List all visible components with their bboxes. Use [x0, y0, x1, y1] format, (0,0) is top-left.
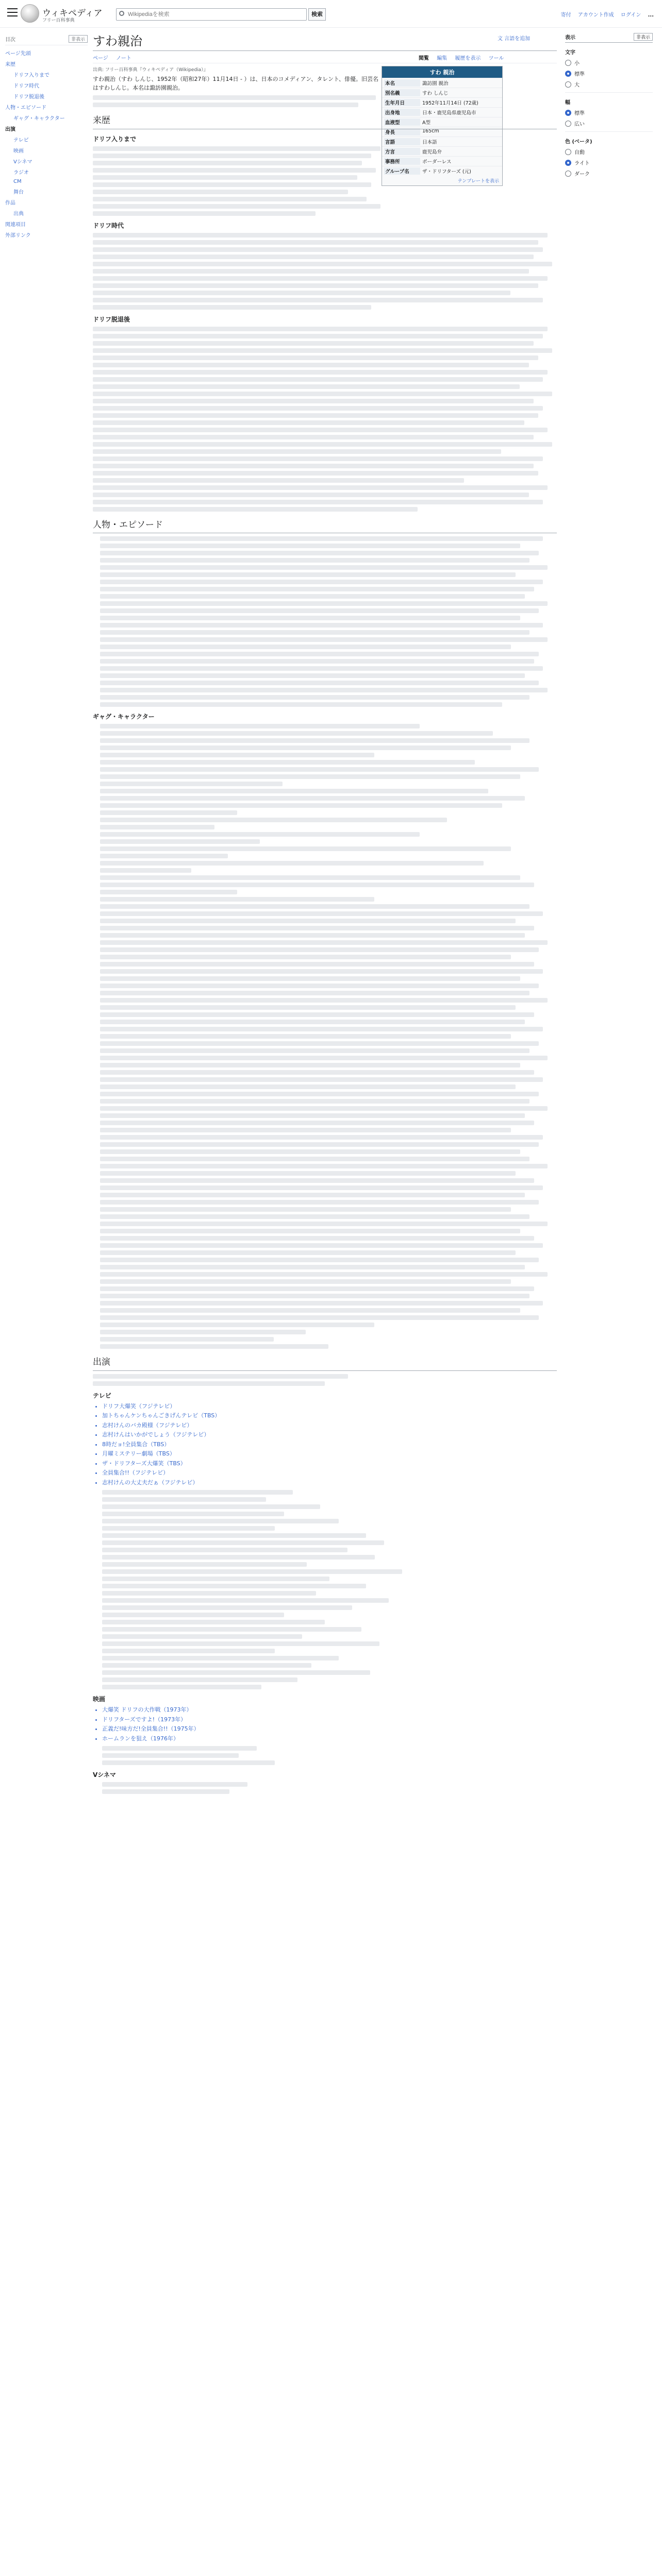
tab-tools[interactable]: ツール [488, 56, 504, 61]
infobox-template-link[interactable]: テンプレートを表示 [457, 179, 499, 184]
list-item[interactable]: • ドリフ大爆笑（フジテレビ） [102, 1402, 557, 1411]
text-options-option[interactable] [565, 70, 653, 77]
user-links [556, 10, 654, 18]
toc-item[interactable]: CM [13, 179, 22, 184]
top-header [0, 0, 662, 28]
tab-page[interactable]: ページ [93, 56, 108, 61]
toc-item[interactable]: ページ先頭 [5, 51, 31, 57]
donate-link[interactable]: 寄付 [560, 12, 571, 18]
text-options-option[interactable] [565, 80, 653, 88]
infobox-key: 身長 [384, 128, 420, 135]
infobox-value: A型 [422, 120, 431, 126]
toc-header [5, 33, 88, 45]
infobox-key: 事務所 [384, 158, 420, 165]
toc-item[interactable]: 出典 [13, 211, 24, 217]
radio-icon[interactable] [565, 81, 571, 88]
search-input[interactable] [116, 8, 307, 21]
tab-history[interactable]: 履歴を表示 [455, 56, 481, 61]
infobox-key: 生年月日 [384, 99, 420, 106]
option-label: ダーク [574, 172, 590, 177]
option-label: 標準 [574, 111, 585, 116]
appearance-panel [565, 33, 653, 180]
title-divider [93, 50, 557, 51]
infobox-value: 日本語 [422, 140, 437, 145]
radio-icon[interactable] [565, 60, 571, 66]
option-label: 小 [574, 61, 580, 66]
list-item[interactable]: • 正義だ!味方だ!全員集合!!（1975年） [102, 1725, 557, 1734]
infobox-title: すわ 親治 [382, 66, 502, 78]
list-item[interactable]: • 志村けんはいかがでしょう（フジテレビ） [102, 1431, 557, 1439]
toc-item[interactable]: ラジオ [13, 170, 29, 176]
create-account-link[interactable]: アカウント作成 [577, 12, 614, 18]
search-button[interactable]: 検索 [308, 8, 326, 21]
infobox-value: 鹿児島弁 [422, 149, 442, 155]
toc-item[interactable]: 出演 [5, 127, 15, 132]
infobox-key: 別名義 [384, 89, 420, 96]
after-text [93, 327, 557, 512]
list-item[interactable]: • 加トちゃんケンちゃんごきげんテレビ（TBS） [102, 1412, 557, 1420]
tv-list [102, 1402, 557, 1487]
section-movies: 映画 [93, 1696, 106, 1703]
color-label: 色 (ベータ) [565, 139, 592, 145]
option-label: ライト [574, 161, 590, 166]
toc-item[interactable]: 外部リンク [5, 233, 31, 239]
wikipedia-logo[interactable] [21, 4, 39, 23]
option-label: 標準 [574, 72, 585, 77]
list-item[interactable]: • 8時だョ!全員集合（TBS） [102, 1440, 557, 1449]
lead-paragraph: すわ親治（すわ しんじ、1952年（昭和27年）11月14日 - ）は、日本のコメディアン、タレント、俳優。旧芸名はすわしんじ。本名は諏訪園親治。 [93, 76, 378, 91]
section-vcinema: Vシネマ [93, 1771, 116, 1778]
width-options-option[interactable] [565, 120, 653, 127]
tab-edit[interactable]: 編集 [437, 56, 448, 61]
tv-list-more [93, 1490, 557, 1689]
radio-icon[interactable] [565, 160, 571, 166]
color-options-option[interactable] [565, 148, 653, 156]
radio-icon[interactable] [565, 149, 571, 155]
toc-item[interactable]: 舞台 [13, 190, 24, 195]
namespace-tabs [93, 54, 138, 61]
page-source: 出典: フリー百科事典『ウィキペディア（Wikipedia）』 [93, 67, 208, 73]
list-item[interactable]: • 月曜ミステリー劇場（TBS） [102, 1450, 557, 1459]
section-gags: ギャグ・キャラクター [93, 713, 155, 720]
infobox-value: 165cm [422, 128, 439, 134]
infobox-key: 言語 [384, 138, 420, 145]
infobox-key: 方言 [384, 148, 420, 155]
section-after: ドリフ脱退後 [93, 315, 130, 323]
section-before: ドリフ入りまで [93, 135, 137, 143]
appearance-title: 表示 [565, 35, 575, 41]
radio-icon[interactable] [565, 71, 571, 77]
text-size-options [565, 59, 653, 88]
main-menu-icon[interactable] [7, 8, 18, 16]
list-item[interactable]: • ドリフターズですよ!（1973年） [102, 1716, 557, 1724]
wordmark[interactable]: ウィキペディア [42, 8, 103, 19]
people-list [93, 536, 557, 707]
drifters-text [93, 233, 557, 310]
gags-list [93, 724, 557, 1349]
option-label: 自動 [574, 150, 585, 156]
toc-item[interactable]: 人物・エピソード [5, 105, 46, 111]
view-tabs [412, 54, 504, 61]
toc-sidebar [5, 33, 88, 240]
toc-item[interactable]: ギャグ・キャラクター [13, 116, 65, 122]
search-icon [119, 11, 124, 16]
toc-item[interactable]: ドリフ脱退後 [13, 94, 44, 100]
radio-icon[interactable] [565, 121, 571, 127]
section-appearances: 出演 [93, 1356, 557, 1371]
appearance-hide-button[interactable]: 非表示 [634, 33, 653, 41]
color-options-option[interactable] [565, 159, 653, 166]
tab-read[interactable]: 閲覧 [419, 56, 429, 61]
section-people: 人物・エピソード [93, 519, 557, 534]
article-content [93, 75, 557, 1797]
toc-list [5, 47, 88, 240]
list-item[interactable]: • 大爆笑 ドリフの大作戦（1973年） [102, 1706, 557, 1715]
vcinema-list [93, 1782, 557, 1794]
toc-hide-button[interactable]: 非表示 [69, 35, 88, 43]
color-options [565, 148, 653, 177]
toc-item[interactable]: 来歴 [5, 62, 15, 67]
toc-title: 目次 [5, 37, 15, 43]
color-options-option[interactable] [565, 170, 653, 177]
infobox-value: 諏訪園 親治 [422, 81, 449, 87]
before-text [93, 146, 557, 216]
section-tv: テレビ [93, 1392, 111, 1399]
movie-list-more [93, 1746, 557, 1765]
movie-list [102, 1706, 557, 1743]
list-item[interactable]: • 志村けんのバカ殿様（フジテレビ） [102, 1421, 557, 1430]
infobox-value: すわ しんじ [422, 91, 449, 96]
language-button[interactable]: 文 言語を追加 [498, 36, 531, 42]
appearances-text [93, 1374, 557, 1386]
option-label: 広い [574, 122, 585, 127]
section-drifters: ドリフ時代 [93, 222, 124, 229]
tagline: フリー百科事典 [42, 18, 75, 23]
infobox-value: ボーダーレス [422, 159, 452, 165]
appearance-header [565, 33, 653, 43]
login-link[interactable]: ログイン [620, 12, 641, 18]
radio-icon[interactable] [565, 171, 571, 177]
toc-item[interactable]: ドリフ入りまで [13, 73, 49, 78]
toc-item[interactable]: 作品 [5, 200, 15, 206]
tab-talk[interactable]: ノート [116, 56, 131, 61]
infobox-value: ザ・ドリフターズ (元) [422, 169, 471, 175]
list-item[interactable]: • ホームランを狙え（1976年） [102, 1735, 557, 1743]
width-label: 幅 [565, 100, 570, 106]
width-options [565, 109, 653, 127]
infobox-value: 日本・鹿児島県鹿児島市 [422, 110, 476, 116]
radio-icon[interactable] [565, 110, 571, 116]
infobox-value: 1952年11月14日 (72歳) [422, 100, 478, 106]
more-menu-icon[interactable]: ... [648, 12, 654, 18]
toc-item[interactable]: テレビ [13, 138, 29, 143]
toc-item[interactable]: Vシネマ [13, 159, 32, 165]
page-title: すわ親治 [93, 34, 142, 48]
toc-item[interactable]: 関連項目 [5, 222, 26, 228]
section-history: 来歴 [93, 114, 557, 129]
option-label: 大 [574, 82, 580, 88]
text-options-option[interactable] [565, 59, 653, 66]
infobox-key: 出身地 [384, 109, 420, 116]
lead [93, 75, 382, 107]
text-size-label: 文字 [565, 50, 575, 56]
toc-item[interactable]: 映画 [13, 148, 24, 154]
infobox-key: 血液型 [384, 118, 420, 126]
list-item[interactable]: • 志村けんの大丈夫だぁ（フジテレビ） [102, 1479, 557, 1487]
list-item[interactable]: • ザ・ドリフターズ大爆笑（TBS） [102, 1460, 557, 1468]
width-options-option[interactable] [565, 109, 653, 116]
infobox-key: グループ名 [384, 167, 420, 175]
infobox-key: 本名 [384, 79, 420, 87]
list-item[interactable]: • 全員集合!!（フジテレビ） [102, 1469, 557, 1478]
toc-item[interactable]: ドリフ時代 [13, 83, 39, 89]
